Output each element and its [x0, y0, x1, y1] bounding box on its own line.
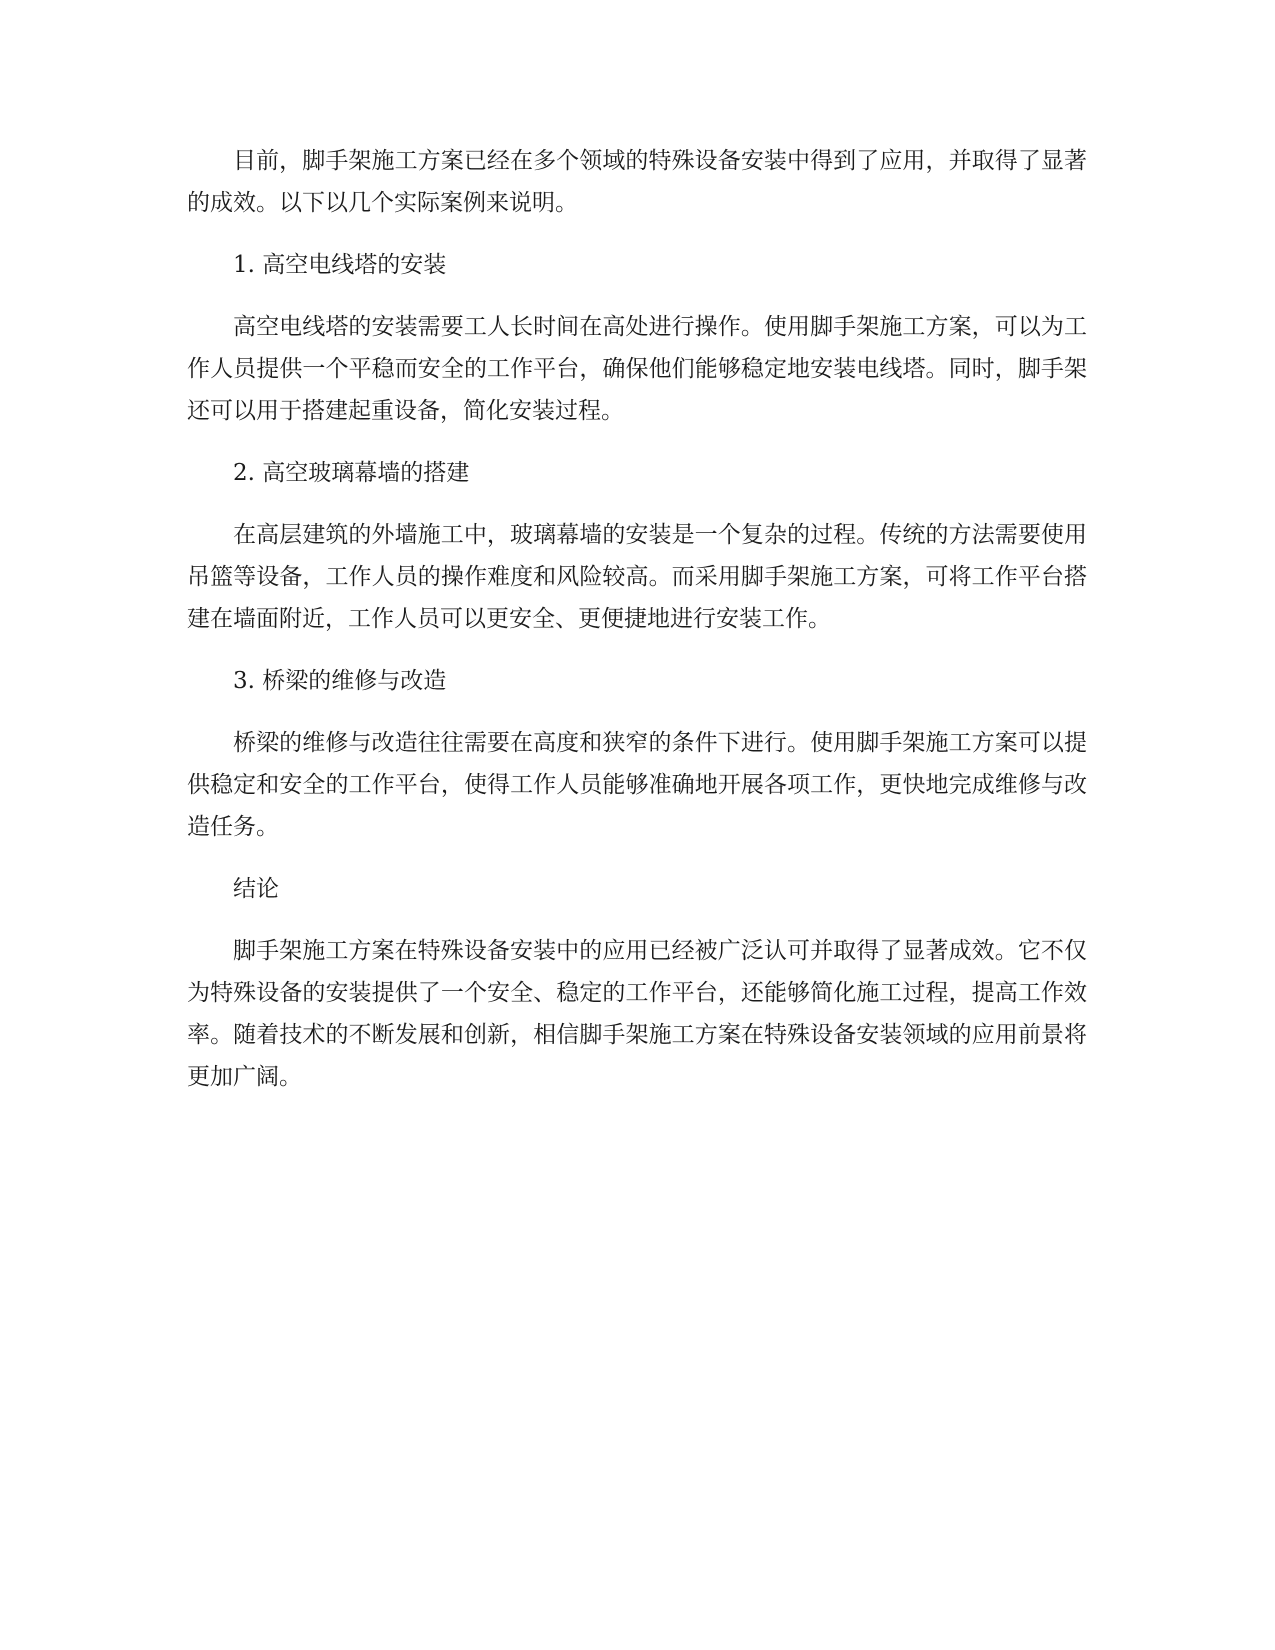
- section-body-power-tower: 高空电线塔的安装需要工人长时间在高处进行操作。使用脚手架施工方案，可以为工作人员提供一个平稳而安全的工作平台，确保他们能够稳定地安装电线塔。同时，脚手架还可以用于搭建起重设备，简化安装过程。: [187, 314, 1087, 424]
- intro-paragraph: 目前，脚手架施工方案已经在多个领域的特殊设备安装中得到了应用，并取得了显著的成效。以下以几个实际案例来说明。: [187, 148, 1087, 216]
- section-heading-bridge-repair: 3. 桥梁的维修与改造: [233, 668, 447, 694]
- conclusion-heading: 结论: [233, 876, 279, 902]
- section-body-glass-curtain-wall: 在高层建筑的外墙施工中，玻璃幕墙的安装是一个复杂的过程。传统的方法需要使用吊篮等设备，工作人员的操作难度和风险较高。而采用脚手架施工方案，可将工作平台搭建在墙面附近，工作人员可以更安全、更便捷地进行安装工作。: [187, 522, 1087, 632]
- section-heading-power-tower: 1. 高空电线塔的安装: [233, 252, 447, 278]
- conclusion-paragraph: 脚手架施工方案在特殊设备安装中的应用已经被广泛认可并取得了显著成效。它不仅为特殊设备的安装提供了一个安全、稳定的工作平台，还能够简化施工过程，提高工作效率。随着技术的不断发展和创新，相信脚手架施工方案在特殊设备安装领域的应用前景将更加广阔。: [187, 938, 1087, 1090]
- document-page: [187, 140, 1087, 1118]
- section-heading-glass-curtain-wall: 2. 高空玻璃幕墙的搭建: [233, 460, 470, 486]
- section-body-bridge-repair: 桥梁的维修与改造往往需要在高度和狭窄的条件下进行。使用脚手架施工方案可以提供稳定和安全的工作平台，使得工作人员能够准确地开展各项工作，更快地完成维修与改造任务。: [187, 730, 1087, 840]
